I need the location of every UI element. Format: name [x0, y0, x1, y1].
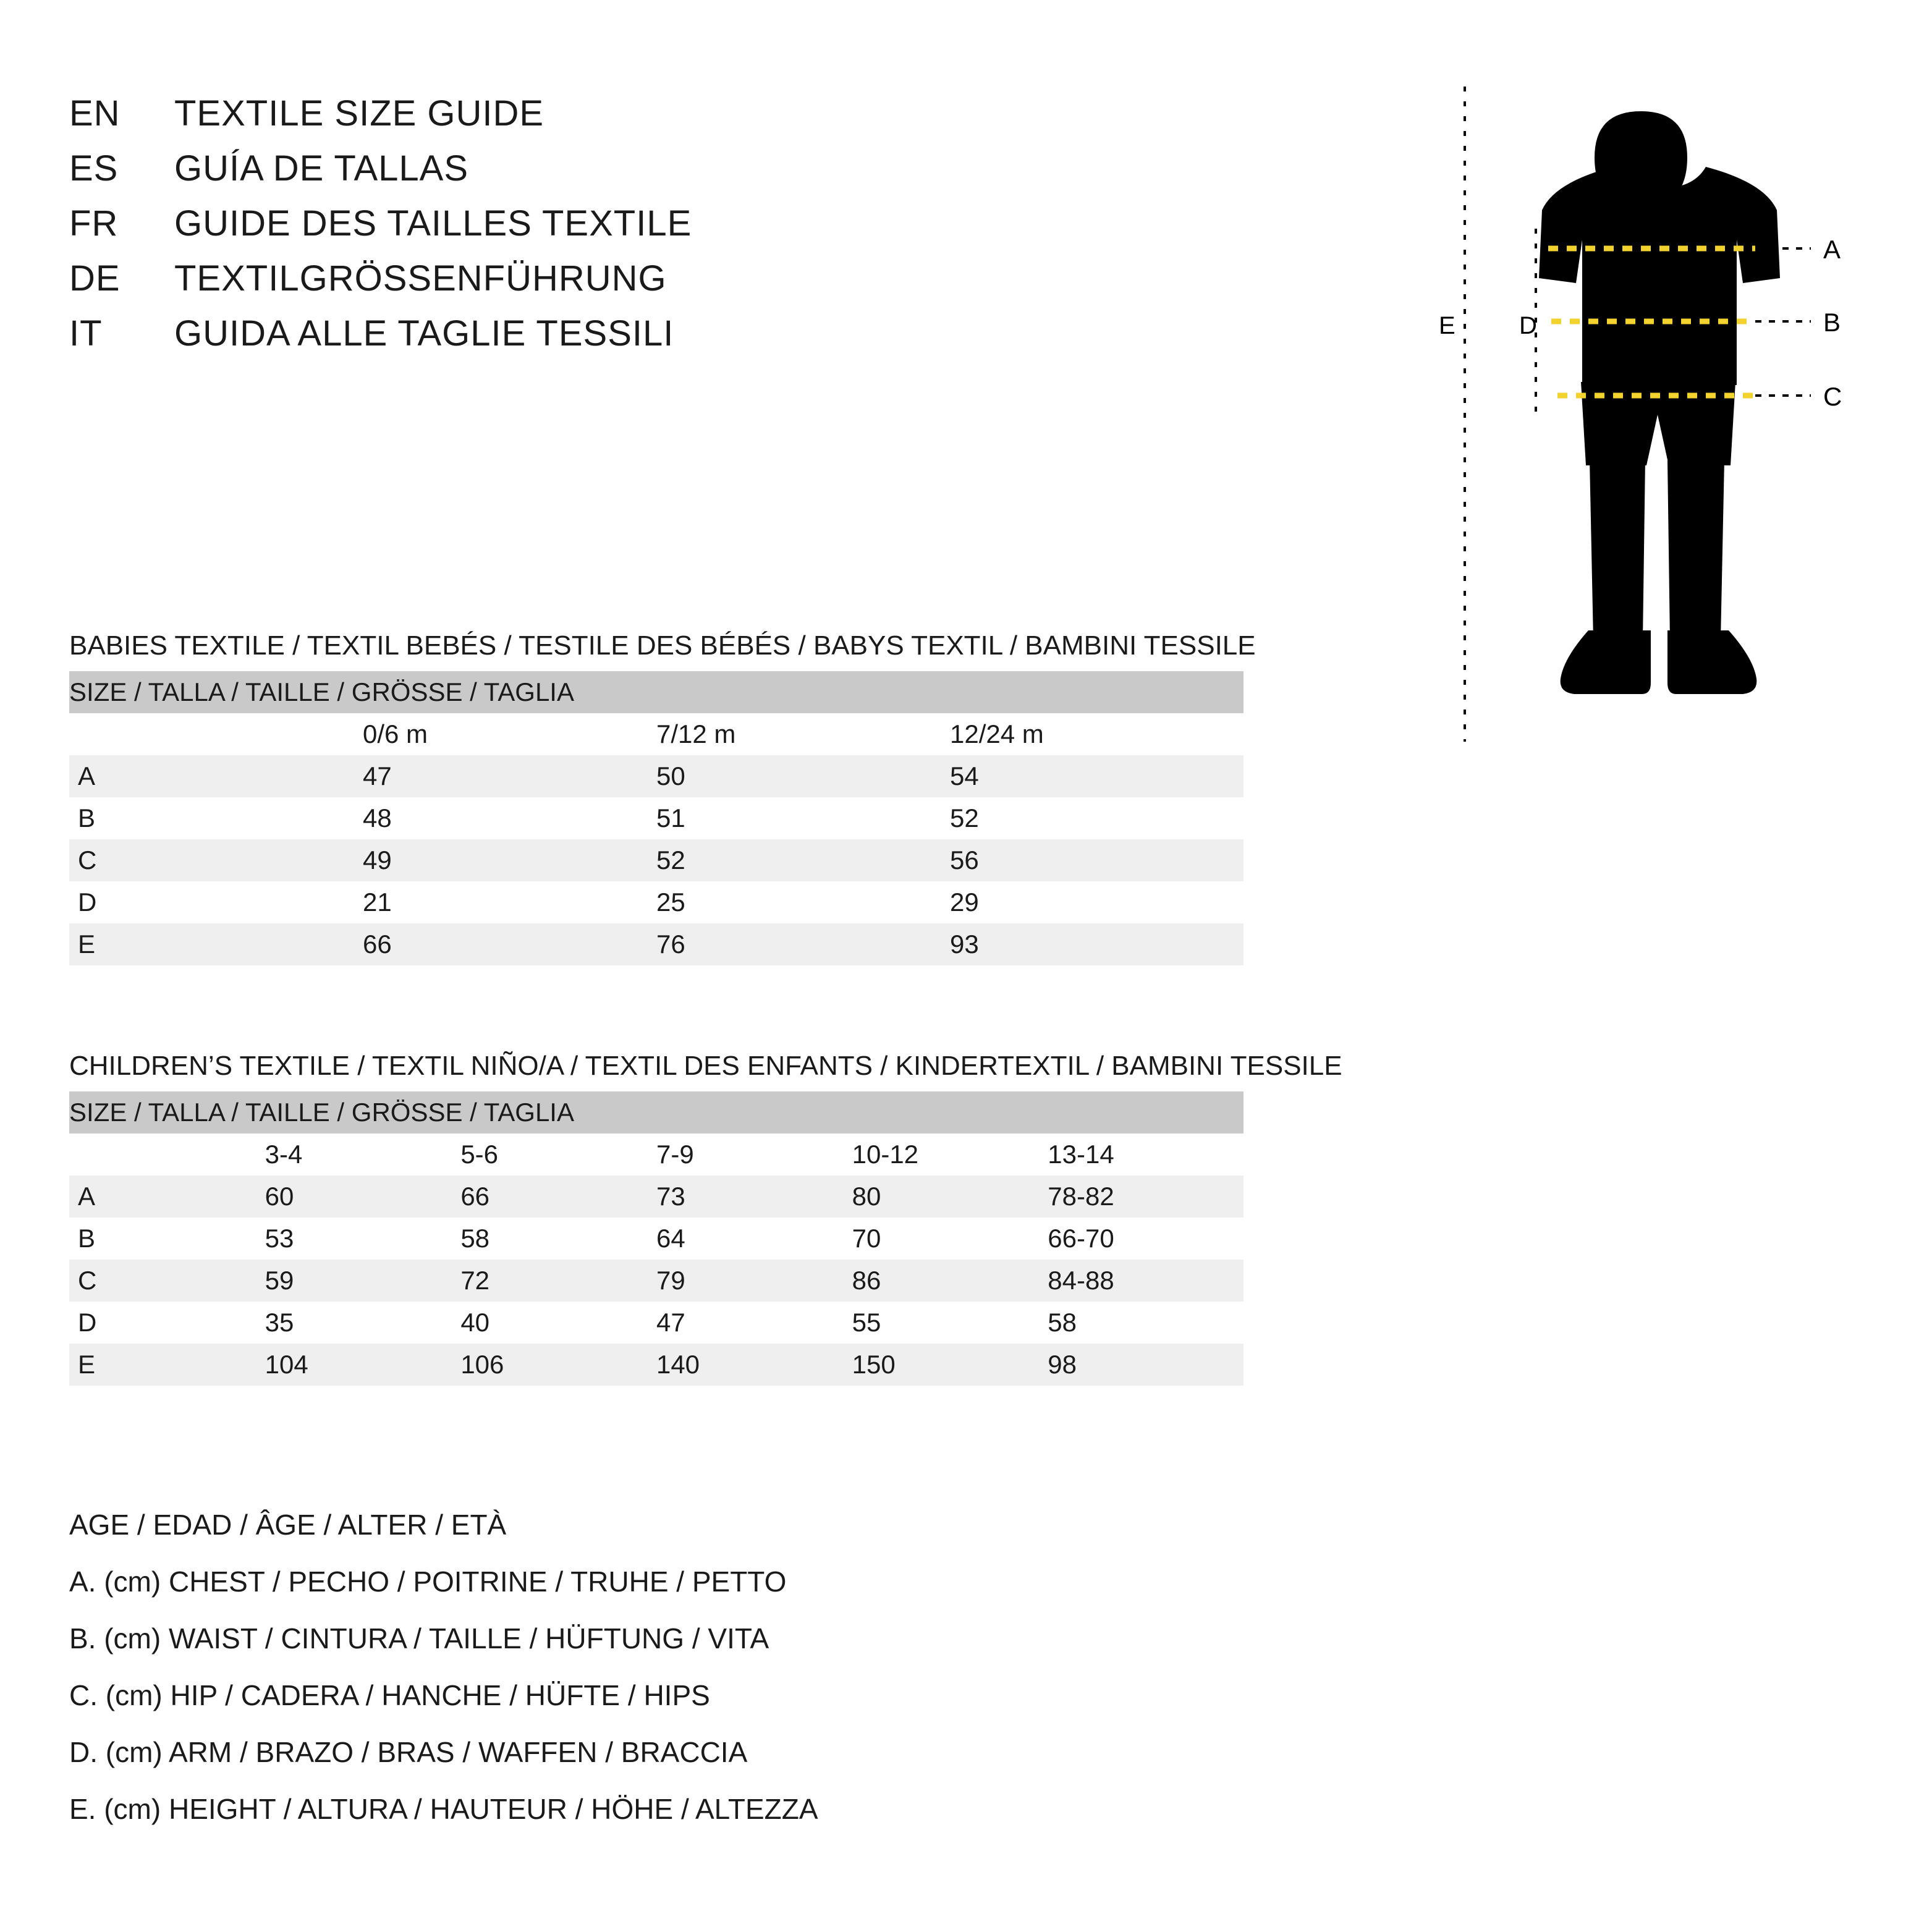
- cell: 52: [656, 839, 950, 881]
- table-row: [69, 797, 1244, 839]
- row-label: C: [69, 1260, 265, 1302]
- legend-block: [69, 1508, 1305, 1849]
- table-row: [69, 1176, 1244, 1218]
- cell: 59: [265, 1260, 461, 1302]
- language-code: IT: [69, 313, 103, 354]
- table-column-row: [69, 1133, 1244, 1176]
- language-row: [69, 93, 934, 134]
- row-label: B: [69, 1218, 265, 1260]
- cell: 25: [656, 881, 950, 923]
- cell: 56: [950, 839, 1244, 881]
- legend-item-e: E. (cm) HEIGHT / ALTURA / HAUTEUR / HÖHE / ALTEZZA: [69, 1793, 818, 1825]
- table-row: [69, 755, 1244, 797]
- cell: 140: [656, 1344, 852, 1386]
- language-title: GUIDA ALLE TAGLIE TESSILI: [174, 313, 674, 354]
- children-col-2: 7-9: [656, 1133, 852, 1176]
- babies-size-table: [69, 671, 1244, 965]
- cell: 40: [460, 1302, 656, 1344]
- language-code: DE: [69, 258, 121, 299]
- cell: 47: [656, 1302, 852, 1344]
- children-col-4: 13-14: [1048, 1133, 1244, 1176]
- cell: 66: [363, 923, 656, 965]
- row-label: A: [69, 1176, 265, 1218]
- cell: 76: [656, 923, 950, 965]
- table-row: [69, 1302, 1244, 1344]
- cell: 150: [852, 1344, 1048, 1386]
- language-title: TEXTILGRÖSSENFÜHRUNG: [174, 258, 667, 299]
- table-row: [69, 839, 1244, 881]
- figure-label-a: A: [1823, 235, 1841, 264]
- table-row: [69, 1218, 1244, 1260]
- cell: 78-82: [1048, 1176, 1244, 1218]
- language-row: [69, 203, 934, 244]
- cell: 86: [852, 1260, 1048, 1302]
- cell: 93: [950, 923, 1244, 965]
- cell: 60: [265, 1176, 461, 1218]
- table-column-row: [69, 713, 1244, 755]
- figure-label-e: E: [1439, 312, 1455, 339]
- language-row: [69, 313, 934, 354]
- cell: 53: [265, 1218, 461, 1260]
- child-silhouette: [1539, 111, 1780, 694]
- cell: 58: [460, 1218, 656, 1260]
- row-label: E: [69, 923, 363, 965]
- figure-label-c: C: [1823, 382, 1842, 411]
- children-size-header: SIZE / TALLA / TAILLE / GRÖSSE / TAGLIA: [69, 1091, 1244, 1133]
- legend-item-c: C. (cm) HIP / CADERA / HANCHE / HÜFTE / HIPS: [69, 1679, 710, 1711]
- cell: 73: [656, 1176, 852, 1218]
- language-code: ES: [69, 148, 119, 189]
- cell: 48: [363, 797, 656, 839]
- children-col-1: 5-6: [460, 1133, 656, 1176]
- legend-item-d: D. (cm) ARM / BRAZO / BRAS / WAFFEN / BRACCIA: [69, 1736, 748, 1768]
- cell: 35: [265, 1302, 461, 1344]
- cell: 47: [363, 755, 656, 797]
- table-header-row: [69, 671, 1244, 713]
- row-label: E: [69, 1344, 265, 1386]
- cell: 52: [950, 797, 1244, 839]
- table-row: [69, 923, 1244, 965]
- cell: 66: [460, 1176, 656, 1218]
- cell: 70: [852, 1218, 1048, 1260]
- language-code: EN: [69, 93, 121, 133]
- cell: 104: [265, 1344, 461, 1386]
- babies-col-1: 7/12 m: [656, 713, 950, 755]
- table-row: [69, 1344, 1244, 1386]
- cell: 51: [656, 797, 950, 839]
- table-header-row: [69, 1091, 1244, 1133]
- babies-size-header: SIZE / TALLA / TAILLE / GRÖSSE / TAGLIA: [69, 671, 1244, 713]
- language-code: FR: [69, 203, 119, 244]
- language-row: [69, 258, 934, 299]
- cell: 29: [950, 881, 1244, 923]
- cell: 55: [852, 1302, 1048, 1344]
- language-row: [69, 148, 934, 189]
- children-col-3: 10-12: [852, 1133, 1048, 1176]
- children-section: [69, 1051, 1342, 1386]
- language-title-list: [69, 93, 934, 368]
- cell: 98: [1048, 1344, 1244, 1386]
- cell: 79: [656, 1260, 852, 1302]
- row-label: A: [69, 755, 363, 797]
- children-col-0: 3-4: [265, 1133, 461, 1176]
- language-title: GUIDE DES TAILLES TEXTILE: [174, 203, 692, 244]
- cell: 58: [1048, 1302, 1244, 1344]
- row-label: B: [69, 797, 363, 839]
- cell: 54: [950, 755, 1244, 797]
- table-row: [69, 1260, 1244, 1302]
- measurement-figure: [1409, 74, 1879, 766]
- babies-col-0: 0/6 m: [363, 713, 656, 755]
- legend-age: AGE / EDAD / ÂGE / ALTER / ETÀ: [69, 1509, 507, 1541]
- babies-section: [69, 630, 1268, 965]
- children-section-title: CHILDREN’S TEXTILE / TEXTIL NIÑO/A / TEXTIL DES ENFANTS / KINDERTEXTIL / BAMBINI TESSILE: [69, 1051, 1342, 1081]
- babies-section-title: BABIES TEXTILE / TEXTIL BEBÉS / TESTILE DES BÉBÉS / BABYS TEXTIL / BAMBINI TESSILE: [69, 630, 1256, 661]
- cell: 49: [363, 839, 656, 881]
- cell: 21: [363, 881, 656, 923]
- figure-label-d: D: [1519, 312, 1537, 339]
- language-title: GUÍA DE TALLAS: [174, 148, 469, 189]
- row-label: C: [69, 839, 363, 881]
- cell: 64: [656, 1218, 852, 1260]
- legend-item-b: B. (cm) WAIST / CINTURA / TAILLE / HÜFTUNG / VITA: [69, 1622, 769, 1654]
- cell: 50: [656, 755, 950, 797]
- legend-item-a: A. (cm) CHEST / PECHO / POITRINE / TRUHE / PETTO: [69, 1566, 787, 1598]
- figure-label-b: B: [1823, 308, 1841, 337]
- row-label: D: [69, 1302, 265, 1344]
- children-size-table: [69, 1091, 1244, 1386]
- babies-col-2: 12/24 m: [950, 713, 1244, 755]
- table-row: [69, 881, 1244, 923]
- row-label: D: [69, 881, 363, 923]
- cell: 84-88: [1048, 1260, 1244, 1302]
- cell: 72: [460, 1260, 656, 1302]
- cell: 66-70: [1048, 1218, 1244, 1260]
- cell: 80: [852, 1176, 1048, 1218]
- language-title: TEXTILE SIZE GUIDE: [174, 93, 544, 133]
- cell: 106: [460, 1344, 656, 1386]
